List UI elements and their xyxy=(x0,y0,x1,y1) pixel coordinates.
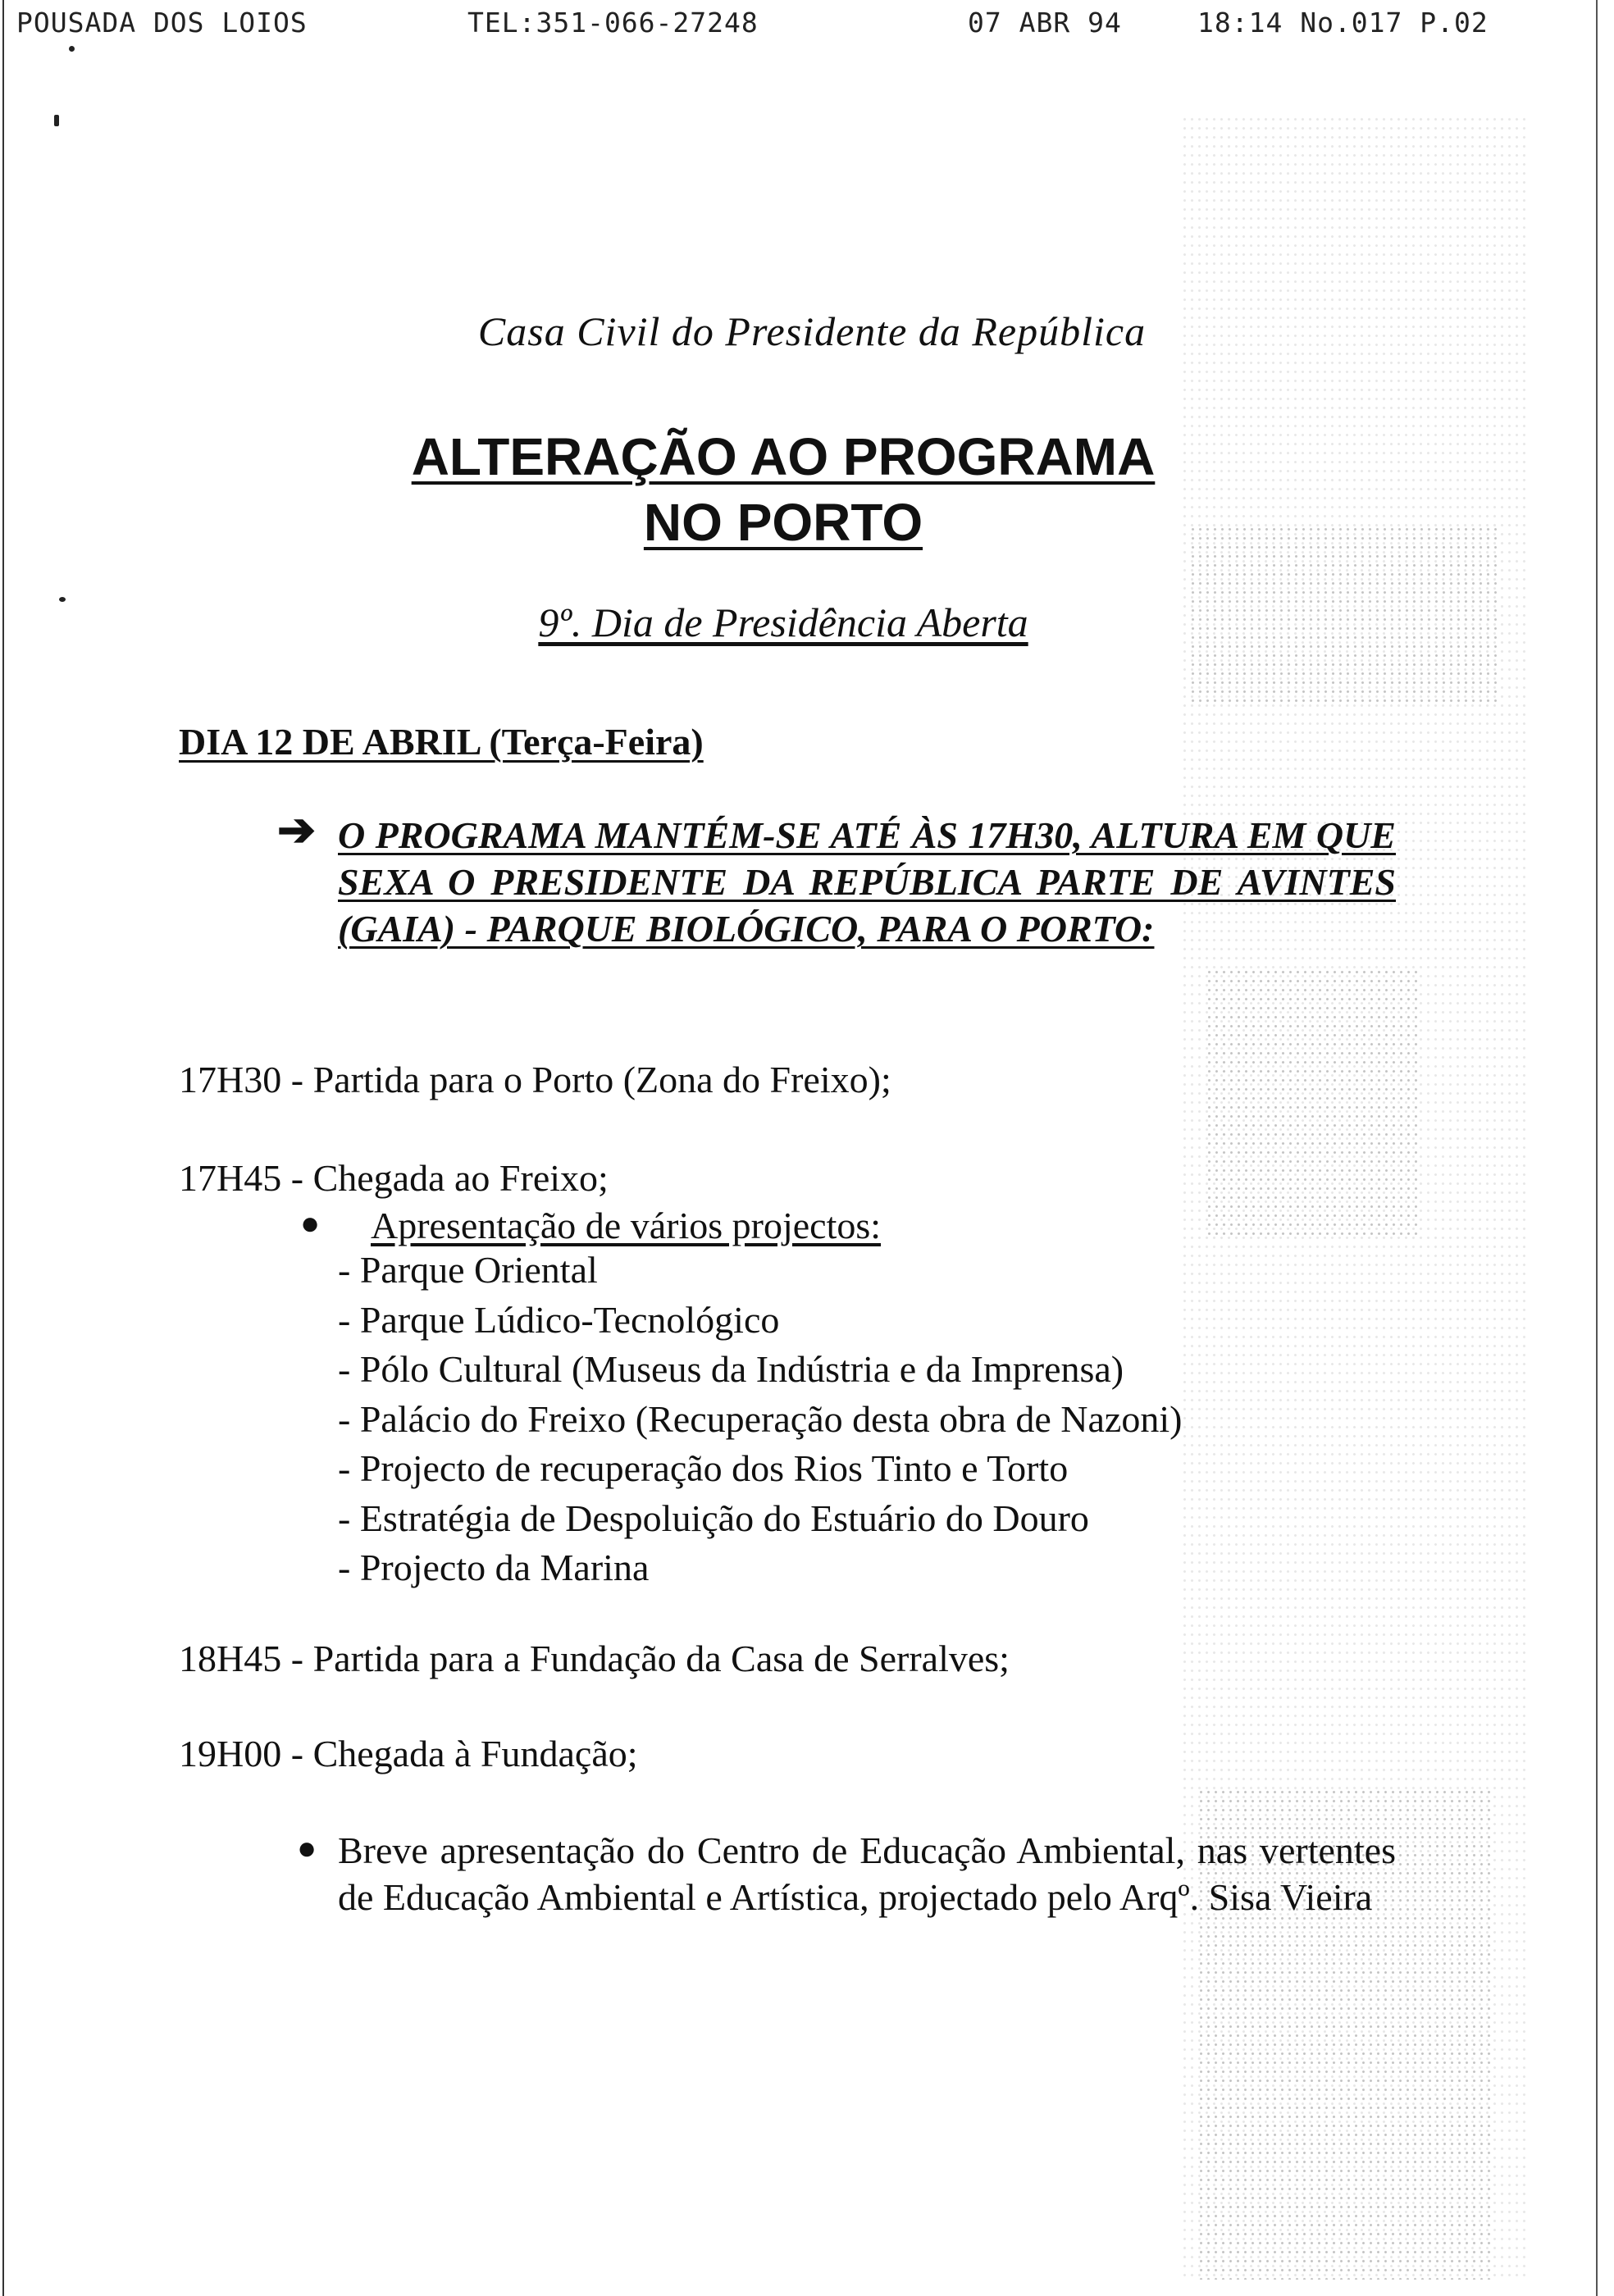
fax-date: 07 ABR 94 xyxy=(968,7,1122,39)
list-item: - Estratégia de Despoluição do Estuário do Douro xyxy=(338,1496,1089,1539)
program-notice: O PROGRAMA MANTÉM-SE ATÉ ÀS 17H30, ALTURA EM QUE SEXA O PRESIDENTE DA REPÚBLICA PARTE DE AVINTES (GAIA) - PARQUE BIOLÓGICO, PARA O PORTO: xyxy=(338,814,1396,950)
fax-time-page: 18:14 No.017 P.02 xyxy=(1197,7,1489,39)
schedule-entry: 18H45 - Partida para a Fundação da Casa de Serralves; xyxy=(179,1638,1010,1679)
scan-edge-right xyxy=(1596,0,1598,2296)
schedule-text: Chegada à Fundação; xyxy=(312,1733,638,1774)
fax-phone: TEL:351-066-27248 xyxy=(467,7,759,39)
schedule-entry: 19H00 - Chegada à Fundação; xyxy=(179,1733,638,1774)
letterhead: Casa Civil do Presidente da República xyxy=(477,308,1147,354)
schedule-time: 17H45 xyxy=(179,1157,282,1199)
scan-noise-cluster xyxy=(1206,968,1419,1238)
list-item: - Parque Lúdico-Tecnológico xyxy=(338,1298,780,1341)
bullet-icon: ● xyxy=(297,1829,317,1866)
fax-sender: POUSADA DOS LOIOS xyxy=(16,7,308,39)
projects-heading: Apresentação de vários projectos: xyxy=(371,1205,882,1246)
schedule-text: Partida para o Porto (Zona do Freixo); xyxy=(312,1059,891,1100)
projects-list xyxy=(338,1248,1182,1596)
list-item: - Palácio do Freixo (Recuperação desta obra de Nazoni) xyxy=(338,1397,1183,1440)
schedule-text: Partida para a Fundação da Casa de Serralves; xyxy=(312,1638,1010,1679)
subtitle: 9º. Dia de Presidência Aberta xyxy=(538,599,1028,645)
scan-edge-left xyxy=(2,0,4,2296)
day-heading: DIA 12 DE ABRIL (Terça-Feira) xyxy=(179,721,704,763)
list-item: - Parque Oriental xyxy=(338,1249,598,1291)
schedule-text: Chegada ao Freixo; xyxy=(312,1157,609,1199)
schedule-time: 19H00 xyxy=(179,1733,282,1774)
closing-bullet-text: Breve apresentação do Centro de Educação Ambiental, nas vertentes de Educação Ambiental e Artística, projectado pelo Arqº. Sisa Vieira xyxy=(338,1829,1396,1918)
list-item: - Pólo Cultural (Museus da Indústria e da Imprensa) xyxy=(338,1348,1124,1390)
scan-speck xyxy=(54,115,59,126)
schedule-entry: 17H30 - Partida para o Porto (Zona do Freixo); xyxy=(179,1059,891,1100)
list-item: - Projecto da Marina xyxy=(338,1547,650,1588)
schedule-time: 17H30 xyxy=(179,1059,282,1100)
scan-speck xyxy=(59,597,66,602)
schedule-entry: 17H45 - Chegada ao Freixo; xyxy=(179,1157,609,1199)
scan-speck xyxy=(69,46,75,52)
document-title-line-2: NO PORTO xyxy=(643,493,923,552)
arrow-right-icon: ➔ xyxy=(277,805,316,856)
document-title-line-1: ALTERAÇÃO AO PROGRAMA xyxy=(411,427,1156,486)
list-item: - Projecto de recuperação dos Rios Tinto e Torto xyxy=(338,1447,1069,1489)
schedule-time: 18H45 xyxy=(179,1638,282,1679)
bullet-icon: ● xyxy=(300,1205,321,1241)
